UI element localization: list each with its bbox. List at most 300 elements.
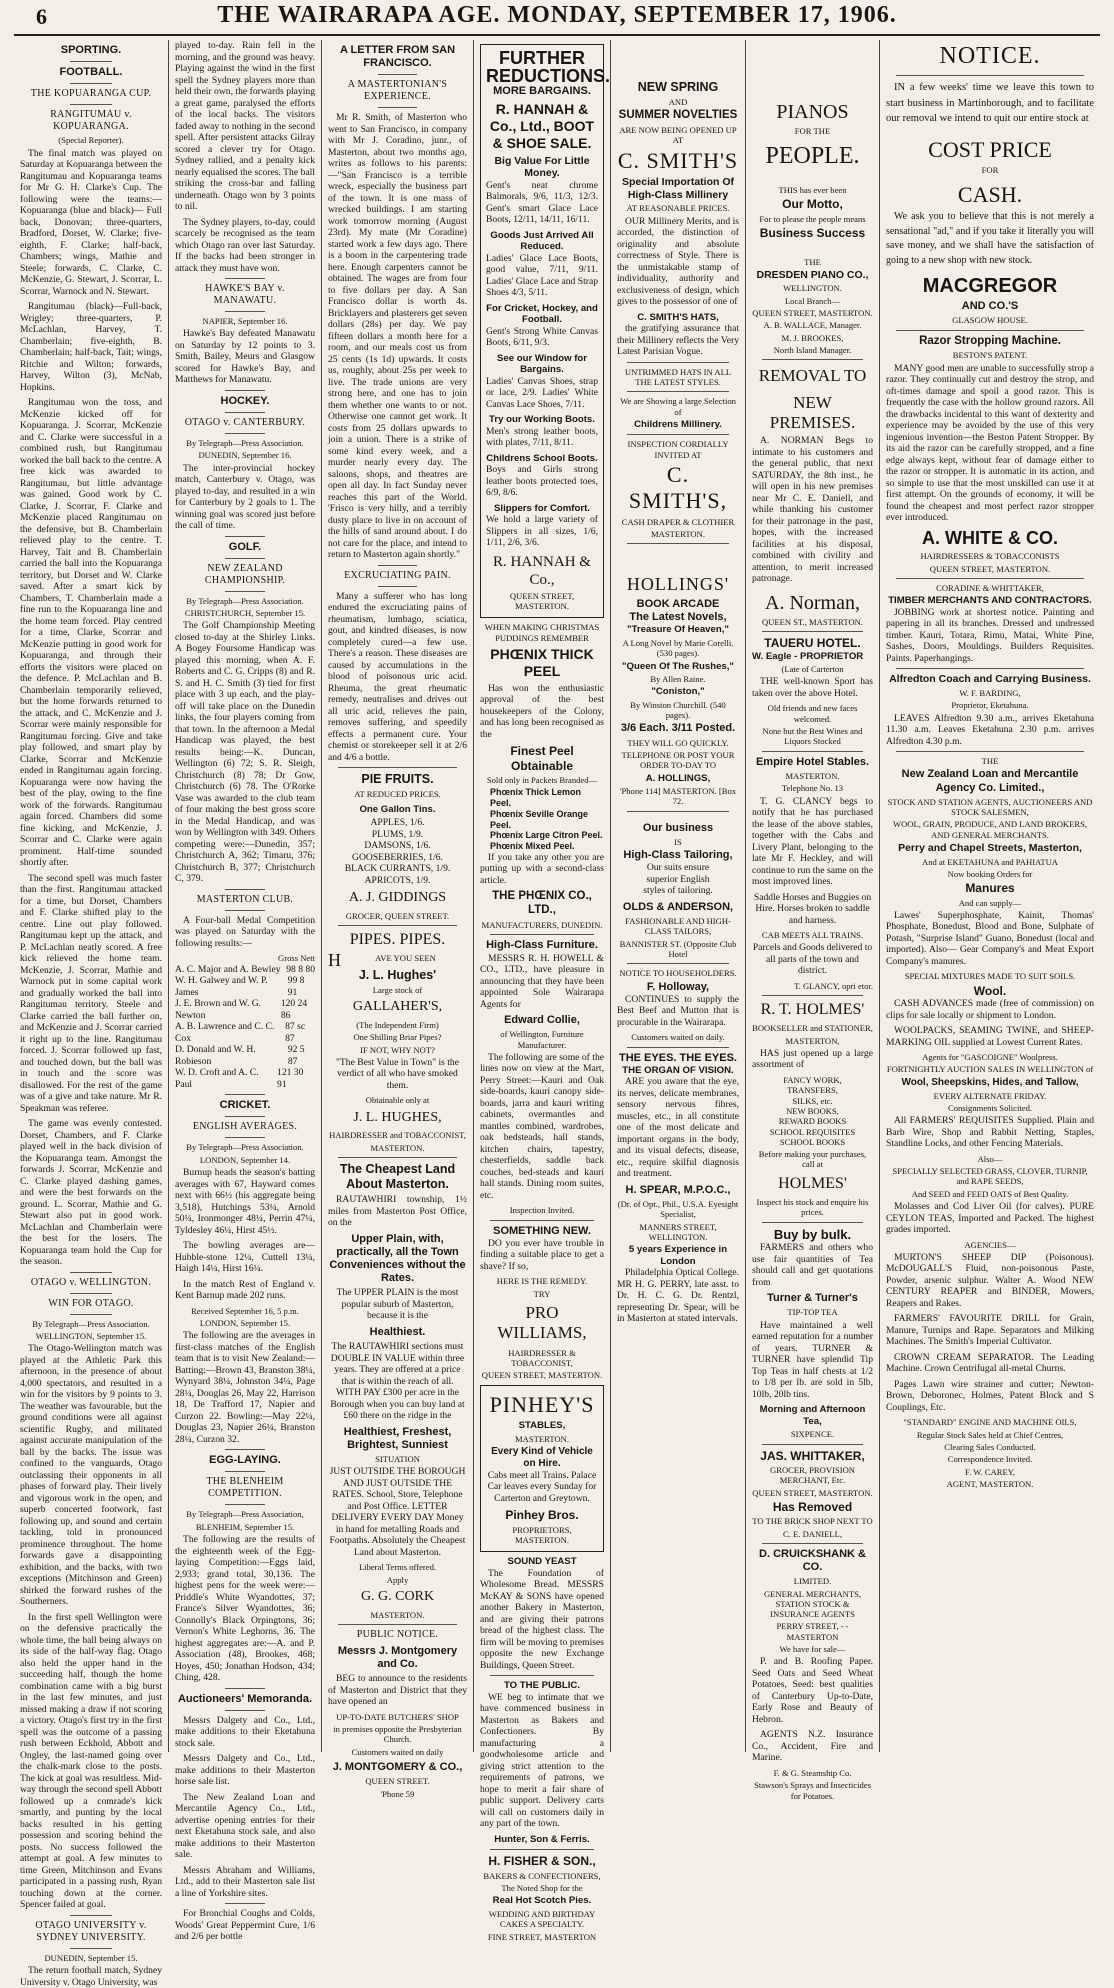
ad-heading: Alfredton Coach and Carrying Business. <box>889 673 1091 686</box>
ad-heading: Real Hot Scotch Pies. <box>492 1895 592 1907</box>
ad-heading: MORE BARGAINS. <box>493 85 591 97</box>
ad-text: T. G. CLANCY begs to notify that he has purchased the lease of the above stables, together with the Cabs and Livery Plant, belonging to the late Mr F. Heckley, and will continue to run the same on the most improved lines. <box>752 795 873 888</box>
divider <box>762 751 863 752</box>
divider <box>70 1314 112 1315</box>
ad-text: Proprietor, Eketahuna. <box>951 700 1029 711</box>
divider <box>225 889 265 890</box>
dateline: CHRISTCHURCH, September 15. <box>184 608 306 619</box>
ad-heading: PIPES. PIPES. <box>349 931 446 949</box>
ad-text: We hold a large variety of Slippers in all sizes, 1/6, 1/11, 2/6, 3/6. <box>486 514 598 549</box>
ad-heading: New Zealand Loan and Mercantile Agency Co. Limited., <box>901 768 1079 794</box>
ad-text: Cabs meet all Trains. Palace Car leaves every Sunday for Carterton and Greytown. <box>487 1469 597 1504</box>
ad-text: Regular Stock Sales held at Chief Centres, <box>916 1429 1064 1440</box>
ad-text: Liberal Terms offered. <box>358 1562 437 1573</box>
divider <box>70 1272 112 1273</box>
price-list <box>328 817 467 886</box>
divider <box>70 1293 112 1294</box>
article-heading: OTAGO v. WELLINGTON. <box>30 1276 152 1288</box>
subsection-heading: CRICKET. <box>219 1099 271 1112</box>
ad-heading: Perry and Chapel Streets, Masterton, <box>898 841 1082 854</box>
article-paragraph: A Four-ball Medal Competition was played on Saturday with the following results:— <box>175 914 315 949</box>
book-price: 3/6 Each. 3/11 Posted. <box>620 722 736 735</box>
divider <box>762 1543 863 1544</box>
ad-heading: HOLLINGS' <box>626 574 730 595</box>
divider <box>896 75 1084 76</box>
ad-text: TO THE BRICK SHOP NEXT TO <box>752 1516 873 1527</box>
ad-text: And at EKETAHUNA and PAHIATUA <box>921 856 1058 867</box>
ad-heading: Has Removed <box>772 1499 853 1514</box>
ad-text: MURTON'S SHEEP DIP (Poisonous). McDOUGALL'S Fluid, non-poisonous Paste, Powder, arsenic sulphur. Walter A. Wood NEW CENTURY REAPER and BINDER, Mowers, Reapers and Rakes. <box>886 1251 1094 1309</box>
ad-text: MASTERTON, <box>785 1035 840 1046</box>
ad-text: C. E. DANIELL, <box>783 1528 842 1539</box>
divider <box>225 1137 265 1138</box>
column-notices <box>879 40 1100 1752</box>
ad-text: WOOLPACKS, SEAMING TWINE, and SHEEP-MARKING OIL supplied at Lowest Current Rates. <box>886 1025 1094 1048</box>
ad-heading: CASH. <box>957 181 1023 207</box>
ad-heading: Business Success <box>759 226 866 241</box>
ad-text: GROCER, QUEEN STREET. <box>345 910 450 921</box>
results-row: A. C. Major and A. Bewley 98 8 80 <box>175 963 315 975</box>
subsection-heading: HOCKEY. <box>220 394 270 407</box>
ad-subheading: Every Kind of Vehicle on Hire. <box>491 1445 593 1469</box>
ad-text: MASTERTON. <box>370 1609 425 1620</box>
ad-text: AT REDUCED PRICES. <box>354 789 441 800</box>
ad-heading: Edward Collie, <box>504 1014 580 1027</box>
ad-subheading: THE ORGAN OF VISION. <box>622 1064 734 1076</box>
ad-text: Stawson's Sprays and Insecticides for Potatoes. <box>754 1780 871 1801</box>
ad-heading: PEOPLE. <box>765 143 860 170</box>
article-paragraph: Mr R. Smith, of Masterton who went to San Francisco, in company with Mr J. Coradino, junr., of Masterton, about two months ago, writes as follows to his parents:—"San Francisco is a terrible wreck, especially the business part of the town. It is one mass of wrecked buildings. I am starting work tomorrow morning (August 23rd). My mate (Mr Coradine) started work a few days ago. There is a boom in the carpentering trade here. Enough carpenters cannot be obtained. The wages are from four to five dollars per day. A San Francisco dollar is worth 4s. Bricklayers and plasterers get seven dollars (28s) per day. We pay fifteen dollars a month here for a room, and our meals cost us from 25 cents (1s 1d) upwards. It costs us, roughly, about 25s per week to live. The trade unions are very strong here, and one has to join them whether one wants to or not. Otherwise one cannot get work. It costs from 25 dollars upwards to join a union. There is a strike of some kind every week, and a murder nearly every day. The saloons, shops, and theatres are open all day. In fact Sunday never reaches this part of the World. 'Frisco is very hilly, and a terribly dusty place to live in on account of the hills of sand around about. I do not care for the place, and intend to return to Masterton again shortly." <box>328 112 467 561</box>
ad-text: THEY WILL GO QUICKLY. <box>627 737 729 748</box>
divider <box>225 558 265 559</box>
ad-heading: PUBLIC NOTICE. <box>356 1628 439 1640</box>
ad-text: Apply <box>386 1574 409 1585</box>
subsection-heading: Auctioneers' Memoranda. <box>177 1692 313 1705</box>
stock-list <box>752 1075 873 1147</box>
results-row: W. H. Galwey and W. P. James 99 8 91 <box>175 975 305 998</box>
divider <box>896 330 1084 331</box>
ad-heading: SUMMER NOVELTIES <box>618 109 738 122</box>
ad-text: HAIRDRESSERS & TOBACCONISTS <box>920 551 1060 562</box>
stock-item: NEW BOOKS, <box>786 1105 839 1116</box>
ad-heading: Empire Hotel Stables. <box>755 755 870 768</box>
ad-heading: SOUND YEAST <box>507 1556 577 1568</box>
ad-text: Inspection Invited. <box>509 1205 575 1216</box>
article-paragraph: The following are the averages in first-class matches of the English team that is to visit New Zealand:—Batting:—Brown 43, Branston 38¼, Wynyard 38¼, Johnston 34¼, Page 28¼, Douglas 26, May 22, Harrison 18, De Trafford 17, Napier and Curzon 22. Bowling:—May 22¼, Douglas 23, Napier 26¼, Branston 28¼, Curzon 32. <box>175 1330 315 1445</box>
ad-text: None but the Best Wines and Liquors Stocked <box>762 726 863 747</box>
ad-heading: COST PRICE <box>928 137 1052 163</box>
article-paragraph: The following are the results of the eighteenth week of the Egg-laying Competition:—Eggs laid, 2,933; grand total, 30,136. The highest pens for the week were:—Priddle's White Wyandottes, 37; France's Silver Wyandottes, 36; Connolly's Black Orpingtons, 36; Vernon's White Leghorns, 36. The highest aggregates are:—A. and P. Association (48), Brookes, 468; Hoyes, 450; Jonathan Hodson, 434; Ching, 428. <box>175 1534 315 1683</box>
article-heading: A LETTER FROM SAN FRANCISCO. <box>339 44 456 70</box>
ad-text: PERRY STREET, - - MASTERTON <box>776 1621 849 1642</box>
ad-text: NOTICE TO HOUSEHOLDERS. <box>619 968 737 979</box>
ad-heading: THE PHŒNIX CO., LTD., <box>492 890 592 917</box>
ad-heading: Buy by bulk. <box>773 1226 852 1242</box>
ad-heading: REMOVAL TO <box>758 366 867 386</box>
advertisement-pinhey <box>480 1385 604 1553</box>
column-ads-6 <box>745 40 879 1801</box>
ad-heading: H. SPEAR, M.P.O.C., <box>625 1183 731 1196</box>
divider <box>225 1094 265 1095</box>
article-paragraph: For Bronchial Coughs and Colds, Woods' Great Peppermint Cure, 1/6 and 2/6 per bottle <box>175 1908 315 1943</box>
ad-text: Customers waited on daily. <box>631 1032 725 1043</box>
divider <box>490 1849 594 1850</box>
ad-text: FARMERS and others who use fair quantities of Tea should call and get quotations from <box>752 1242 873 1288</box>
ad-heading: The Cheapest Land About Masterton. <box>339 1162 456 1192</box>
ad-text: Has won the enthusiastic approval of the best housekeepers of the Colony, and has long been recognised as the <box>480 682 604 740</box>
ad-heading: Finest Peel Obtainable <box>510 744 574 773</box>
ad-heading: Healthiest, Freshest, Brightest, Sunniest <box>343 1425 452 1451</box>
ad-text: CASH DRAPER & CLOTHIER <box>621 516 735 527</box>
ad-text: SPECIALLY SELECTED GRASS, CLOVER, TURNIP, and RAPE SEEDS, <box>892 1166 1088 1187</box>
ad-text: AT REASONABLE PRICES. <box>626 203 730 214</box>
article-paragraph: Hawke's Bay defeated Manawatu on Saturday by 12 points to 3. Smith, Bailey, Meurs and Glasgow scored for Hawke's Bay, and Matthews for Manawatu. <box>175 328 315 386</box>
ad-heading: C. SMITH'S, <box>628 462 728 514</box>
article-heading: HAWKE'S BAY v. MANAWATU. <box>205 283 285 306</box>
ad-text: All FARMERS' REQUISITES Supplied. Plain and Barb Wire, Shop and Rabbit Netting, Staples, Standline Locks, and other Fencing Materials. <box>886 1115 1094 1150</box>
ad-text: And can supply— <box>958 897 1022 908</box>
ad-text: WEDDING AND BIRTHDAY CAKES A SPECIALTY. <box>488 1908 596 1930</box>
ad-text: FOR THE <box>794 126 831 136</box>
ad-text: Consignments Solicited. <box>947 1103 1033 1113</box>
ad-text: TRY <box>533 1288 551 1299</box>
ad-text: QUEEN STREET, MASTERTON. <box>752 308 873 319</box>
ad-heading: SOMETHING NEW. <box>493 1224 591 1237</box>
ad-heading: PINHEY'S <box>489 1391 595 1417</box>
ad-text: JOBBING work at shortest notice. Painting and papering in all its branches. Dressed and undressed timber. Kauri, Totara, Rimu, Matai, White Pine, Sashes, Doors, Mouldings. Builders Requisites. Paints. Paperhangings. <box>886 606 1094 664</box>
divider <box>338 1624 457 1625</box>
ad-text: STOCK AND STATION AGENTS, AUCTIONEERS AND STOCK SALESMEN, <box>887 796 1093 817</box>
ad-text: MASTERTON. <box>651 529 705 540</box>
ad-text: BANNISTER ST. (Opposite Club Hotel <box>619 938 737 959</box>
ad-text: CAB MEETS ALL TRAINS. <box>761 930 864 941</box>
ad-text: MANUFACTURERS, DUNEDIN. <box>481 920 603 931</box>
ad-text: And SEED and FEED OATS of Best Quality. <box>911 1188 1069 1199</box>
article-paragraph: Rangitumau won the toss, and McKenzie kicked off for Kopuaranga. J. Scorrar, McKenzie and C. Clarke were successful in a combined rush, but Rangitumau worked the ball back to the centre. A free kick was awarded to Rangitumau, but little advantage was gained. Good work by C. Clarke, J. Scorrar, F. Clarke and McKenzie placed Rangitumau on the defensive, but B. Chamberlain relieved play to the centre. T. Harvey, Tait and B. Chamberlain carried the ball into the Kopuaranga territory, but Dorset and W. Clarke saved. After a smart kick by Chambers, T. Chamberlain made a fine run to the Kopuaranga line and the home team forced. Play centred for a time, Clarke, Scorrar and McKenzie putting in good work for Kopuaranga, and through their efforts the visitors were placed on the defence. P. McLachlan and B. Chamberlain temporarily relieved, but the home forwards returned to the attack, and C. McKenzie and J. Scorrar were mainly responsible for Rangitumau forcing. Give and take play followed, and smart play by Clarke, Scorrar and McKenzie ended in Rangitumau again forcing. Kopuaranga were now having the best of the play, owing to the fine work of the forwards. Rangitumau again forced. Chambers did some fine kicking, and McKenzie, J. Scorrar and C. Clarke were again prominent. Half-time sounded shortly after. <box>20 397 162 869</box>
ad-text: TIP-TOP TEA <box>787 1307 838 1318</box>
subsection-heading: FOOTBALL. <box>59 66 123 79</box>
ad-text: SIXPENCE. <box>790 1429 835 1440</box>
ad-text: Lawes' Superphosphate, Kainit, Thomas' Phosphate, Bonedust, Blood and Bone, Sulphate of Potash, "Surprise Island" Guano, Bonedust (local and imported). Also— Gear Company's and Meat Export Company's manures. <box>886 909 1094 967</box>
ad-text: Agents for "GASCOIGNE" Woolpress. <box>922 1052 1058 1063</box>
price-item: GOOSEBERRIES, 1/6. <box>352 851 443 863</box>
divider <box>225 1471 265 1472</box>
ad-text: Customers waited on daily <box>351 1746 444 1757</box>
ad-heading: A. J. GIDDINGS <box>348 890 447 906</box>
ad-text: TELEPHONE OR POST YOUR ORDER TO-DAY TO <box>621 749 735 771</box>
article-paragraph: Rangitumau (black)—Full-back, Wrigley; three-quarters, P. McLachlan, Harvey, T. Chamberlain; five-eighth, B. Chamberlain; half-back, Tait; wings, Ritchie and Wilton; forwards, Harvey, Wilton (3), McNab, Hopkins. <box>20 301 162 393</box>
ad-text: JUST OUTSIDE THE BOROUGH AND JUST OUTSIDE THE RATES. School, Store, Telephone and Post Office. LETTER DELIVERY EVERY DAY Money in hand for metalling Roads and Footpaths. Absolutely the Cheapest Land about Masterton. <box>329 1466 466 1558</box>
divider <box>762 1444 863 1445</box>
ad-text: Philadelphia Optical College. MR H. G. PERRY, late asst. to Dr. H. C. G. Dr. Rentzl, representing Dr. Spear, will be in Masterton at stated intervals. <box>617 1267 739 1325</box>
article-heading: THE KOPUARANGA CUP. <box>30 88 152 100</box>
stock-item: SCHOOL BOOKS <box>779 1136 846 1147</box>
ad-text: CROWN CREAM SEPARATOR. The Leading Machine. Crown Centrifugal all-metal Churns. <box>886 1351 1094 1375</box>
subsection-heading: GOLF. <box>228 540 262 553</box>
divider <box>225 311 265 312</box>
divider <box>378 74 417 75</box>
ad-text: GLASGOW HOUSE. <box>952 315 1028 326</box>
ad-text: AGENT, MASTERTON. <box>946 1478 1034 1489</box>
ad-subheading: Childrens School Boots. <box>486 452 598 464</box>
columns <box>14 36 1100 1988</box>
ad-text: Boys and Girls strong leather boots protected toes, 6/9, 8/6. <box>486 464 598 499</box>
ad-text: Parcels and Goods delivered to all parts of the town and district. <box>752 942 873 977</box>
article-heading: OTAGO v. CANTERBURY. <box>184 417 306 428</box>
divider <box>762 359 863 360</box>
article-paragraph: played to-day. Rain fell in the morning, and the ground was heavy. Playing against the wind in the first spell the Sydney players more than held their own, the forwards playing a great game, paralysed the efforts of the local backs. The visitors faded away to nothing in the second spell. After persistent attacks Gilray scored a clever try for Otago. Sydney rallied, and a penalty kick nearly equalised the scores. The ball striking the cross-bar and falling underneath. Otago won by 3 points to nil. <box>175 40 315 212</box>
ad-text: ARE NOW BEING OPENED UP AT <box>619 125 737 146</box>
ad-text: AND <box>668 97 688 107</box>
divider <box>225 412 265 413</box>
ad-text: QUEEN STREET. <box>365 1776 430 1787</box>
ad-text: A. B. WALLACE, Manager. <box>763 320 862 331</box>
ad-heading: R. T. HOLMES' <box>760 1001 865 1019</box>
ad-text: GROCER, PROVISION MERCHANT, Etc. <box>770 1464 855 1486</box>
advertisement-hannah <box>480 44 611 618</box>
ad-subheading: Slippers for Comfort. <box>494 502 590 514</box>
stock-item: FANCY WORK, <box>783 1074 842 1085</box>
column-sporting <box>14 40 168 1988</box>
ad-subheading: Goods Just Arrived All Reduced. <box>490 229 594 253</box>
results-row: D. Donald and W. H. Robieson 92 5 87 <box>175 1044 305 1067</box>
ad-text: IS <box>674 836 682 847</box>
article-heading: OTAGO UNIVERSITY v. SYDNEY UNIVERSITY. <box>35 1919 147 1943</box>
ad-text: Pages Lawn wire strainer and cutter; Newton-Brown, Deboronec, Holmes, Patent Block and S Couplings, Etc. <box>886 1378 1094 1413</box>
ad-heading: Hunter, Son & Ferris. <box>494 1833 590 1845</box>
book-author: By Allen Raine. <box>650 674 706 684</box>
ad-text: W. Eagle - PROPRIETOR <box>752 650 864 662</box>
divider <box>490 1675 594 1676</box>
ad-text: MASTERTON. <box>370 1142 425 1153</box>
price-item: PLUMS, 1/9. <box>371 828 424 840</box>
ad-heading: OLDS & ANDERSON, <box>622 900 734 913</box>
ad-text: Gent's Strong White Canvas Boots, 6/11, 9/3. <box>486 325 598 349</box>
ad-text: H AVE YOU SEEN <box>328 950 436 971</box>
divider <box>896 751 1084 752</box>
article-paragraph: The Otago-Wellington match was played at the Athletic Park this afternoon, in the presence of about 4,000 spectators, and resulted in a win for the visitors by 9 points to 3. The weather was favourable, but the ground conditions were all against scientific Rugby, and militated against accurate manipulation of the ball by the backs. The issue was confined to the vanguards, Otago outclassing their opponents in all phases of forward play. Their lively and vigorous work in the open, and superb concerted footwork, fast following up, and sound and certain tackling, told in pronounced prominence throughout. The home forwards gave a disappointing exhibition, and the backs, with two exceptions (Mitchinson and Green) shirked the forward rushes of the Southerners. <box>20 1343 162 1608</box>
ad-text: If you take any other you are putting up with a second-class article. <box>480 851 604 886</box>
brand-list <box>480 787 604 852</box>
ad-heading: J. MONTGOMERY & CO., <box>332 1761 463 1774</box>
divider <box>225 1710 265 1711</box>
ad-heading: FURTHER REDUCTIONS. <box>486 48 611 86</box>
ad-text: GENERAL MERCHANTS, STATION STOCK & INSURANCE AGENTS <box>763 1588 862 1620</box>
ad-text: North Island Manager. <box>773 344 852 355</box>
divider <box>896 668 1084 669</box>
ad-text: (Dr. of Opt., Phil., U.S.A. Eyesight Specialist, <box>617 1199 739 1220</box>
ad-text: in premises opposite the Presbyterian Church. <box>333 1724 462 1745</box>
divider <box>70 61 112 62</box>
press-association: By Telegraph—Press Association, <box>186 1509 304 1520</box>
ad-text: T. GLANCY, opri etor. <box>794 980 873 991</box>
ad-text: IN a few weeks' time we leave this town to start business in Martinborough, and to facilitate our removal we intend to quit our entire stock at <box>886 81 1094 125</box>
ad-heading: MACGREGOR <box>922 275 1058 298</box>
ad-text: THE <box>804 256 821 267</box>
ad-text: MESSRS R. H. HOWELL & CO., LTD., have pleasure in announcing that they have been appointed Sole Wairarapa Agents for <box>480 952 604 1010</box>
dateline: Received September 16, 5 p.m. <box>191 1305 299 1316</box>
results-row: W. D. Croft and A. C. Paul 121 30 91 <box>175 1067 304 1090</box>
ad-text: The Foundation of Wholesome Bread. MESSRS McKAY & SONS have opened another Bakery in Masterton, and are giving their patrons bread of the highest class. The firm will be moving to premises opposite the new Exchange Buildings, Queen Street. <box>480 1567 604 1671</box>
ad-text: the gratifying assurance that their Millinery reflects the Very Latest Parisian Vogue. <box>617 323 739 358</box>
divider <box>70 1948 112 1949</box>
newspaper-title: THE WAIRARAPA AGE. MONDAY, SEPTEMBER 17, 1906. <box>217 2 897 28</box>
ad-text: MANNERS STREET, WELLINGTON. <box>639 1221 717 1242</box>
ad-heading: HOLMES' <box>778 1174 847 1192</box>
divider <box>378 565 417 566</box>
ad-text: 'Phone 59 <box>380 1788 415 1799</box>
ad-text: LIMITED. <box>793 1576 832 1587</box>
brand-item: Phœnix Thick Lemon Peel. <box>490 787 582 808</box>
column-ads-4 <box>473 40 611 1942</box>
ad-text: HAS just opened up a large assortment of <box>752 1047 873 1071</box>
article-paragraph: Burnup heads the season's batting averages with 67, Hayward comes next with 66½ (his aggregate being 3,518), Hutchings 53¼, Arnold 50¼, Ironmonger 48¼, Perrin 47¼, Tyldesley 46¼, Hirst 45½. <box>175 1167 315 1236</box>
price-item: BLACK CURRANTS, 1/9. <box>344 863 451 875</box>
brand-item: Phœnix Large Citron Peel. <box>490 830 603 841</box>
divider <box>378 586 417 587</box>
ad-text: WOOL, GRAIN, PRODUCE, AND LAND BROKERS, AND GENERAL MERCHANTS. <box>892 819 1088 840</box>
ad-heading: High-Class Furniture. <box>486 939 598 952</box>
ad-heading: J. L. HUGHES, <box>353 1109 442 1125</box>
ad-heading: Wool, Sheepskins, Hides, and Tallow, <box>901 1076 1079 1088</box>
ad-text: CORADINE & WHITTAKER, <box>936 582 1044 593</box>
column-sport-2 <box>168 40 321 1943</box>
ad-text: UP-TO-DATE BUTCHERS' SHOP <box>336 1711 459 1722</box>
column-ads-5 <box>610 40 745 1752</box>
ad-text: BAKERS & CONFECTIONERS, <box>483 1870 601 1881</box>
ad-text: AGENTS N.Z. Insurance Co., Accident, Fire and Marine. <box>752 1729 873 1764</box>
divider <box>627 811 729 812</box>
ad-heading: STABLES, <box>518 1420 566 1432</box>
ad-text: (Late of Carterton <box>781 664 844 675</box>
ad-text: Correspondence Invited. <box>947 1454 1033 1465</box>
divider <box>70 83 112 84</box>
ad-heading: Manures <box>965 881 1015 896</box>
section-heading: SPORTING. <box>60 44 122 56</box>
divider <box>762 631 863 632</box>
ad-subheading: For Cricket, Hockey, and Football. <box>486 302 598 326</box>
divider <box>627 543 729 544</box>
ad-heading: Turner & Turner's <box>767 1292 858 1305</box>
price-item: APRICOTS, 1/9. <box>364 874 431 886</box>
ad-text: Inspect his stock and enquire his prices. <box>756 1196 869 1218</box>
article-paragraph: Messrs Abraham and Williams, Ltd., add to their Masterton sale list a line of Yorkshire sites. <box>175 1864 315 1899</box>
results-table <box>175 964 315 1091</box>
ad-subheading: Try our Working Boots. <box>489 414 595 426</box>
ad-heading: PHŒNIX THICK PEEL <box>490 646 594 679</box>
divider <box>378 107 417 108</box>
ad-text: HERE IS THE REMEDY. <box>496 1276 588 1287</box>
ad-text: Telephone No. 13 <box>781 783 844 794</box>
ad-heading: NOTICE. <box>939 43 1041 69</box>
ad-text: Our suits ensure superior English styles of tailoring. <box>643 862 713 897</box>
ad-text: DO you ever have trouble in finding a suitable place to get a shave? If so, <box>480 1237 604 1272</box>
ad-text: F. W. CAREY, <box>964 1466 1016 1477</box>
dateline: NAPIER, September 16. <box>202 316 288 326</box>
ad-heading: D. CRUICKSHANK & CO. <box>759 1547 866 1574</box>
press-association: By Telegraph—Press Association. <box>186 595 304 606</box>
ad-text: Before making your purchases, call at <box>758 1149 867 1170</box>
ad-heading: Big Value For Little Money. <box>494 154 590 180</box>
ad-text: ARE you aware that the eye, its nerves, delicate membranes, sensory nervous fibres, muscles, etc., in all constitute one of the most delicate and important organs in the body, and its visual defects, disease, etc., require skilful diagnosis and treatment. <box>617 1076 739 1180</box>
ad-text: WHEN MAKING CHRISTMAS PUDDINGS REMEMBER <box>484 622 600 643</box>
ad-text: Men's strong leather boots, with plates, 7/11, 8/11. <box>486 425 598 449</box>
ad-heading: F. Holloway, <box>646 980 710 993</box>
ad-text: CASH ADVANCES made (free of commission) on clips for sale locally or shipment to London. <box>886 998 1094 1021</box>
ad-text: PROPRIETORS, MASTERTON. <box>512 1524 572 1546</box>
ad-text: A. NORMAN Begs to intimate to his customers and the general public, that next SATURDAY, the 8th inst., he will open in his new premises near Mr C. E. Daniell, and while thanking his customer for their patronage in the past, hopes, with the increased facilities at his disposal, combined with civility and attention, to merit increased patronage. <box>752 435 873 585</box>
dateline: BLENHEIM, September 15. <box>195 1521 295 1532</box>
ad-text: QUEEN STREET, MASTERTON. <box>752 1487 873 1498</box>
ad-text: One Shilling Briar Pipes? <box>353 1032 442 1043</box>
article-paragraph: The game was evenly contested. Dorset, Chambers, and F. Clarke played well in the back division of the Kopuaranga team. Amongst the forwards J. Scorrar, McKenzie and C. Clarke played dashing games, and were the best forwards on the ground. L. Scorrar, Mathie and G. Stewart also put in good work. McLachlan and Chamberlain were the best for the losers. The Kopuaranga team hold the Cup for the season. <box>20 1118 162 1268</box>
ad-text: IF NOT, WHY NOT? <box>360 1044 435 1055</box>
article-paragraph: Messrs Dalgety and Co., Ltd., make additions to their Masterton horse sale list. <box>175 1753 315 1788</box>
article-heading: ENGLISH AVERAGES. <box>192 1121 298 1133</box>
divider <box>762 995 863 996</box>
divider <box>70 104 112 105</box>
ad-heading: NEW PREMISES. <box>769 392 856 433</box>
page-number: 6 <box>36 4 47 29</box>
ad-text: Old friends and new faces welcomed. <box>767 703 858 724</box>
ad-text: AGENCIES— <box>964 1239 1016 1250</box>
ad-text: Sold only in Packets Branded— <box>486 774 598 785</box>
ad-text: FINE STREET, MASTERTON <box>487 1931 597 1942</box>
ad-text: FARMERS' FAVOURITE DRILL for Grain, Manure, Turnips and Rape. Separators and Milking Machines. The Smith's Imperial Cultivator. <box>886 1313 1094 1348</box>
ad-text: Have maintained a well earned reputation for a number of years. TURNER & TURNER have splendid Tip Top Teas in half chests at 1/2 to 1/8 per lb. are sold in 5lb, 10lb, 20lb tins. <box>752 1319 873 1400</box>
press-association: By Telegraph—Press Association. <box>186 1142 304 1153</box>
divider <box>225 910 265 911</box>
ad-heading: Razor Stropping Machine. <box>919 334 1061 347</box>
ad-text: QUEEN STREET, MASTERTON. <box>509 590 575 612</box>
price-item: APPLES, 1/6. <box>370 817 425 829</box>
ad-subheading: C. SMITH'S HATS, <box>637 311 719 323</box>
ad-text: HAIRDRESSER and TOBACCONIST, <box>329 1130 466 1141</box>
book-title: "Treasure Of Heaven," <box>627 624 729 636</box>
ad-text: Now booking Orders for <box>947 868 1033 879</box>
ad-text: Also— <box>977 1153 1003 1164</box>
book-title: "Queen Of The Rushes," <box>622 660 734 672</box>
byline: (Special Reporter). <box>58 135 124 146</box>
ad-text: RAUTAWHIRI township, 1½ miles from Masterton Post Office, on the <box>328 1194 467 1229</box>
ad-text: QUEEN ST., MASTERTON. <box>761 616 864 627</box>
brand-item: Phœnix Seville Orange Peel. <box>490 808 589 830</box>
ad-text: Saddle Horses and Buggies on Hire. Horses broken to saddle and harness. <box>753 891 872 926</box>
ad-heading: Wool. <box>973 983 1007 998</box>
ad-heading: G. G. CORK <box>360 1588 435 1604</box>
ad-text: M. J. BROOKES, <box>781 332 844 343</box>
ad-text: MASTERTON. <box>785 770 840 781</box>
divider <box>225 1903 265 1904</box>
ad-heading: TIMBER MERCHANTS AND CONTRACTORS. <box>888 595 1092 607</box>
ad-text: HAIRDRESSER & TOBACCONIST, <box>508 1347 576 1369</box>
press-association: By Telegraph—Press Association. <box>32 1318 150 1329</box>
masthead <box>14 0 1100 36</box>
ad-text: "STANDARD" ENGINE AND MACHINE OILS, <box>903 1417 1077 1428</box>
article-paragraph: In the match Rest of England v. Kent Barnup made 202 runs. <box>175 1278 315 1302</box>
divider <box>490 1220 594 1221</box>
divider <box>627 1047 729 1048</box>
article-paragraph: In the first spell Wellington were on the defensive practically the whole time, the ball being always on its side of the half-way flag. Otago also held the upper hand in the succeeding half, though the home combination came with a big burst in the last few minutes, and just missed making a draw if not scoring a victory. Otago's first try in the first spell was the outcome of a passing rush between Eckhold, Abbott and Ongley, the last-named going over the chalk-mark close to the posts. The kick at goal was resultless. Mid-way through the second spell Abbott followed up a comrade's kick smartly, and punting by the local backs resulted in his getting possession and scoring behind the posts. No success followed the attempt at goal. A few minutes to time Green, Mitchinson and Evans participated in a passing rush, Ryan touching down at the corner. Spencer failed at goal. <box>20 1611 162 1911</box>
ad-text: WE beg to intimate that we have commenced business in Masterton as Bakers and Confectioners. By manufacturing a goodwholesome article and giving strict attention to the requirements of patrons, we hope to merit a fair share of public support. Delivery carts will call on customers daily in any part of the town. <box>480 1691 604 1830</box>
ad-text: of Wellington, Furniture Manufacturer. <box>500 1029 584 1050</box>
ad-heading: Upper Plain, with, practically, all the Town Conveniences without the Rates. <box>329 1232 466 1285</box>
ad-text: Clearing Sales Conducted. <box>944 1442 1036 1452</box>
book-title: "Coniston," <box>651 686 705 698</box>
ad-text: The RAUTAWHIRI sections must DOUBLE IN VALUE within three years. They are offered at a price that is within the reach of all. WITH PAY £300 per acre in the Borough when you can buy land at £60 there on the ridge in the <box>330 1341 465 1422</box>
ad-text: 'Phone 114] MASTERTON. [Box 72. <box>619 786 737 807</box>
ad-heading: A. HOLLINGS, <box>645 772 711 784</box>
